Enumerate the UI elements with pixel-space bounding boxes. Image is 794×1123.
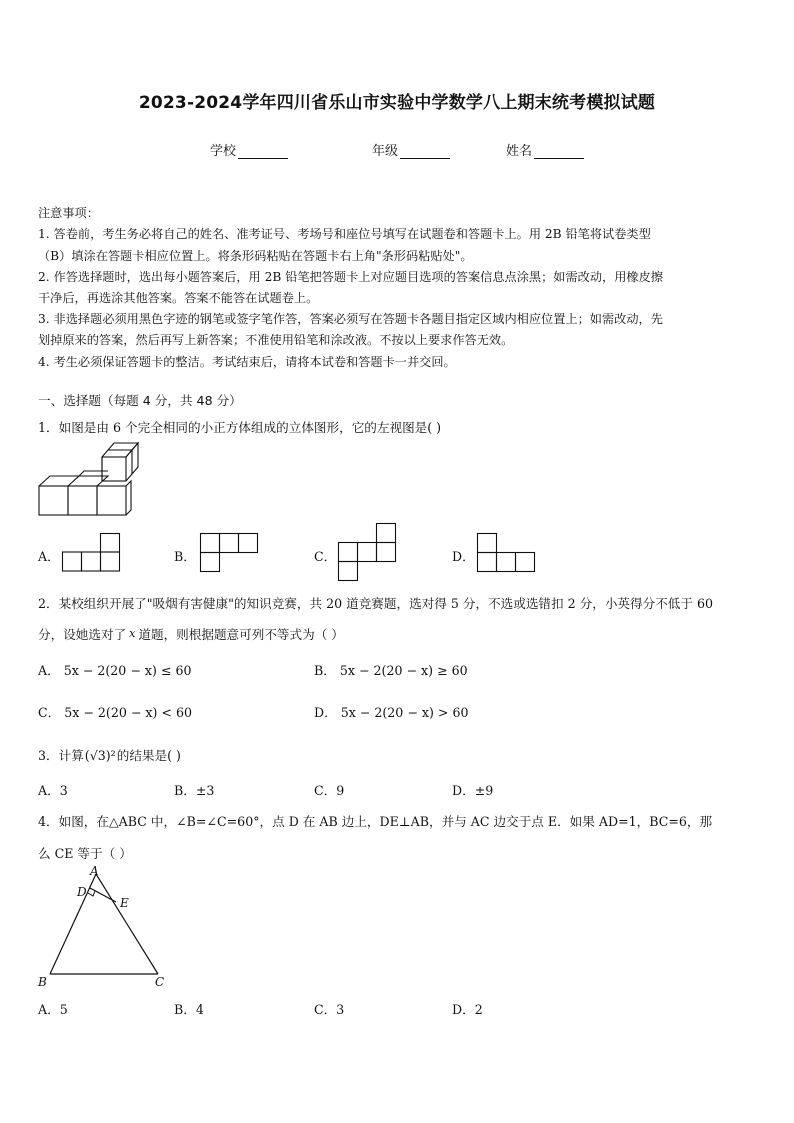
q4-option-d: D．2 (452, 1002, 483, 1017)
q1-option-a-figure (62, 533, 120, 572)
q3-text-a: 3．计算 (38, 748, 84, 763)
name-label: 姓名 (506, 144, 533, 159)
notice-line-6: 划掉原来的答案，然后再写上新答案；不准使用铅笔和涂改液。不按以上要求作答无效。 (38, 333, 514, 347)
notice-line-5: 3. 非选择题必须用黑色字迹的钢笔或签字笔作答，答案必须写在答题卡各题目指定区域内相应位置上；如需改动，先 (38, 312, 663, 326)
notice-line-3: 2. 作答选择题时，选出每小题答案后，用 2B 铅笔把答题卡上对应题目选项的答案信息点涂黑；如需改动，用橡皮擦 (38, 270, 663, 284)
q4-option-a: A．5 (38, 1002, 68, 1017)
q4-option-c: C．3 (314, 1002, 345, 1017)
page-title: 2023-2024学年四川省乐山市实验中学数学八上期末统考模拟试题 (138, 93, 656, 113)
q1-option-a: A． (38, 549, 60, 564)
notice-line-1: 1. 答卷前，考生务必将自己的姓名、准考证号、考场号和座位号填写在试题卷和答题卡上。用 2B 铅笔将试卷类型 (38, 227, 651, 241)
grade-label: 年级 (372, 144, 399, 159)
q1-text: 1．如图是由 6 个完全相同的小正方体组成的立体图形，它的左视图是( ) (38, 420, 442, 435)
q1-option-b-figure (200, 533, 258, 572)
school-blank (238, 146, 288, 159)
q3-text-b: 的结果是( ) (116, 748, 181, 763)
q3-text (38, 745, 181, 764)
q1-option-d: D． (452, 549, 475, 564)
grade-blank (400, 146, 450, 159)
notice-line-2: （B）填涂在答题卡相应位置上。将条形码粘贴在答题卡右上角"条形码粘贴处"。 (38, 249, 473, 263)
q4-triangle-figure (36, 864, 171, 992)
q3-option-d: D．±9 (452, 783, 494, 798)
notice-line-7: 4. 考生必须保证答题卡的整洁。考试结束后，请将本试卷和答题卡一并交回。 (38, 355, 456, 369)
q2-option-a: A． 5x − 2(20 − x) ≤ 60 (38, 663, 192, 678)
q1-solid-figure (38, 444, 138, 520)
label-a: A (90, 864, 99, 878)
q3-option-a: A．3 (38, 783, 68, 798)
q4-line-1: 4．如图，在△ABC 中，∠B=∠C=60°，点 D 在 AB 边上，DE⊥AB，并与 AC 边交于点 E．如果 AD=1，BC=6，那 (38, 814, 713, 829)
label-e: E (120, 896, 129, 910)
q1-option-c-figure (338, 523, 396, 581)
side-ac (96, 874, 158, 974)
q2-line-1: 2．某校组织开展了"吸烟有害健康"的知识竞赛，共 20 道竞赛题，选对得 5 分，不选或选错扣 2 分，小英得分不低于 60 (38, 596, 714, 611)
name-field (506, 140, 584, 159)
q3-expression: (√3)² (84, 748, 116, 763)
q2-option-b: B． 5x − 2(20 − x) ≥ 60 (314, 663, 468, 678)
label-b: B (38, 975, 47, 989)
notice-header: 注意事项： (38, 206, 99, 220)
notice-line-4: 干净后，再选涂其他答案。答案不能答在试题卷上。 (38, 291, 319, 305)
q2-line-2a: 分，设她选对了 (38, 627, 127, 642)
q4-line-2: 么 CE 等于（ ） (38, 846, 132, 861)
side-ab (50, 874, 96, 974)
grade-field (372, 140, 450, 159)
q2-line-2b: 道题，则根据题意可列不等式为（ ） (138, 627, 344, 642)
name-blank (534, 146, 584, 159)
label-c: C (155, 975, 165, 989)
q3-option-c: C．9 (314, 783, 345, 798)
q2-line-2 (38, 624, 344, 643)
label-d: D (77, 885, 87, 899)
q2-option-d: D． 5x − 2(20 − x) > 60 (314, 705, 469, 720)
school-field (210, 140, 288, 159)
school-label: 学校 (210, 144, 237, 159)
q4-option-b: B．4 (174, 1002, 204, 1017)
q1-option-c: C． (314, 549, 337, 564)
q3-option-b: B．±3 (174, 783, 215, 798)
section-heading: 一、选择题（每题 4 分，共 48 分） (38, 393, 242, 408)
q2-option-c: C． 5x − 2(20 − x) < 60 (38, 705, 193, 720)
q1-option-b: B． (174, 549, 196, 564)
q2-variable: x (129, 627, 136, 640)
q1-option-d-figure (477, 533, 535, 572)
